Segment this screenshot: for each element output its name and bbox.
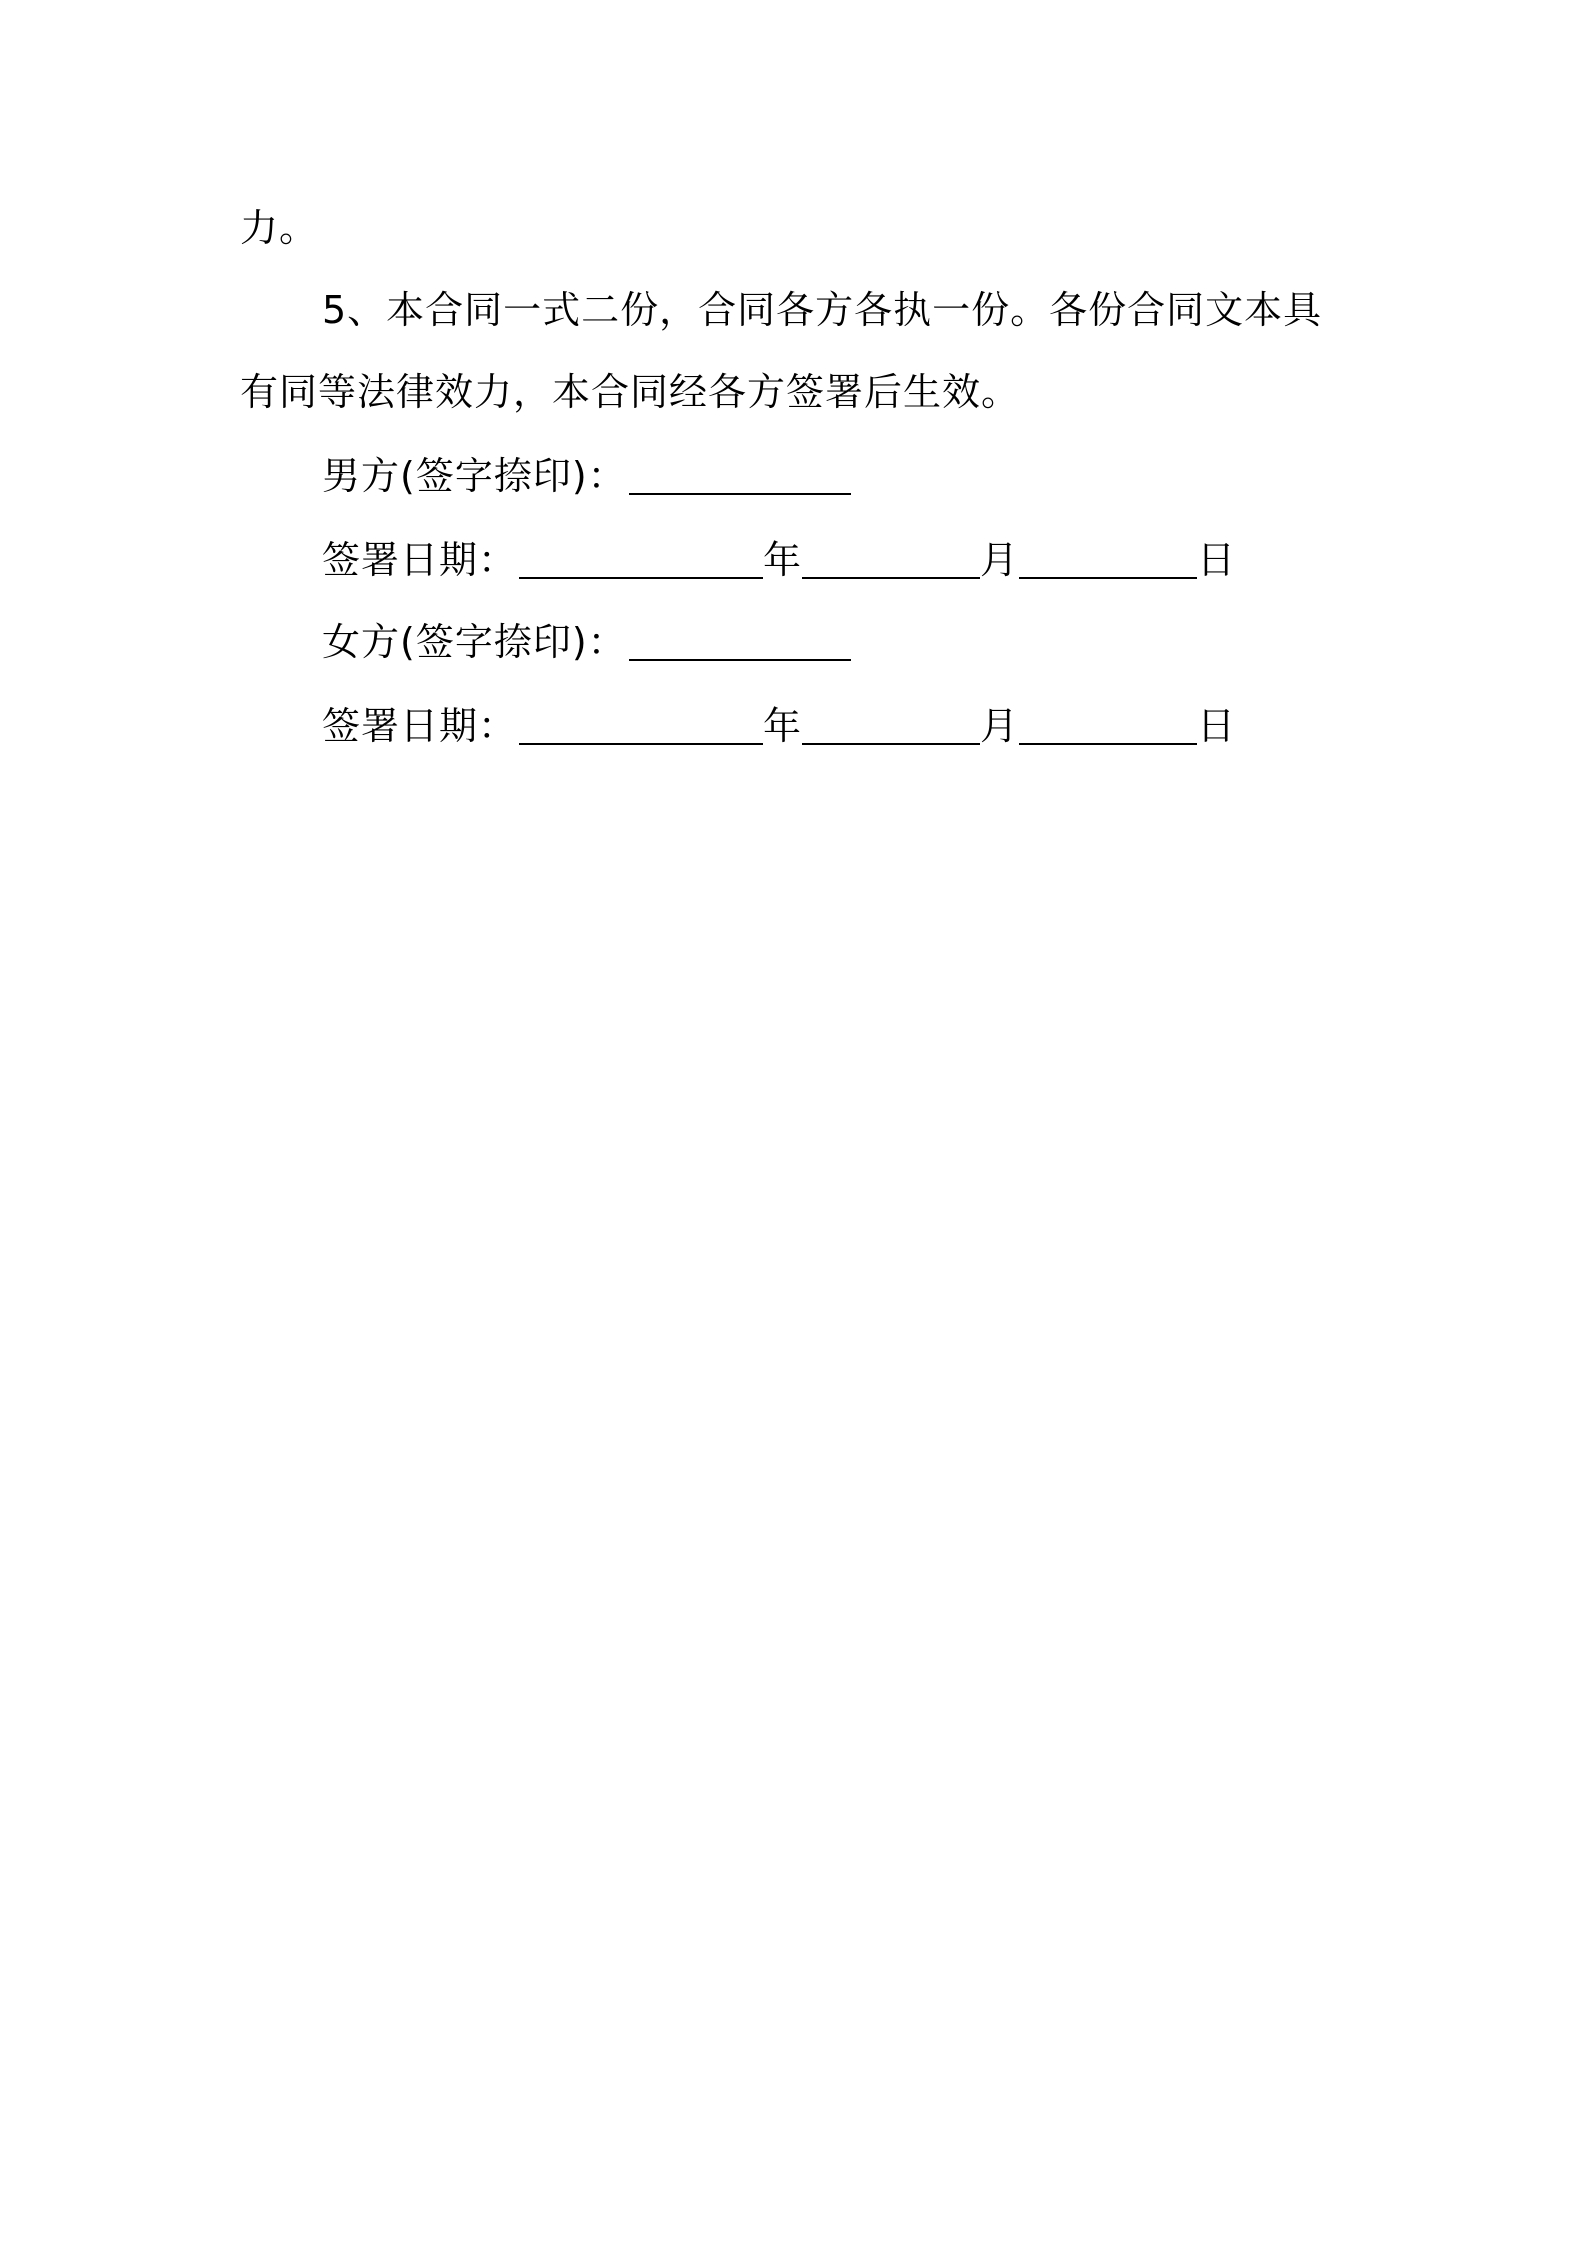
female-month-char: 月	[980, 704, 1020, 748]
male-signature-field[interactable]	[629, 453, 851, 495]
female-year-field[interactable]	[519, 703, 763, 745]
male-date-label: 签署日期：	[322, 538, 518, 582]
male-day-char: 日	[1197, 538, 1237, 582]
male-signature-label: 男方(签字捺印)：	[322, 454, 627, 498]
female-day-field[interactable]	[1019, 703, 1197, 745]
male-month-char: 月	[980, 538, 1020, 582]
clause-5-line-2: 有同等法律效力，本合同经各方签署后生效。	[240, 370, 1021, 414]
male-day-field[interactable]	[1019, 537, 1197, 579]
male-year-field[interactable]	[519, 537, 763, 579]
female-day-char: 日	[1197, 704, 1237, 748]
female-date-label: 签署日期：	[322, 704, 518, 748]
clause-5-line-1: 5、本合同一式二份，合同各方各执一份。各份合同文本具	[322, 288, 1323, 332]
male-date-row	[322, 537, 1236, 583]
paragraph-continuation: 力。	[240, 206, 319, 250]
female-signature-label: 女方(签字捺印)：	[322, 620, 627, 664]
male-signature-row	[322, 453, 851, 499]
female-signature-row	[322, 619, 851, 665]
female-year-char: 年	[763, 704, 803, 748]
female-date-row	[322, 703, 1236, 749]
male-year-char: 年	[763, 538, 803, 582]
male-month-field[interactable]	[802, 537, 980, 579]
female-signature-field[interactable]	[629, 619, 851, 661]
female-month-field[interactable]	[802, 703, 980, 745]
